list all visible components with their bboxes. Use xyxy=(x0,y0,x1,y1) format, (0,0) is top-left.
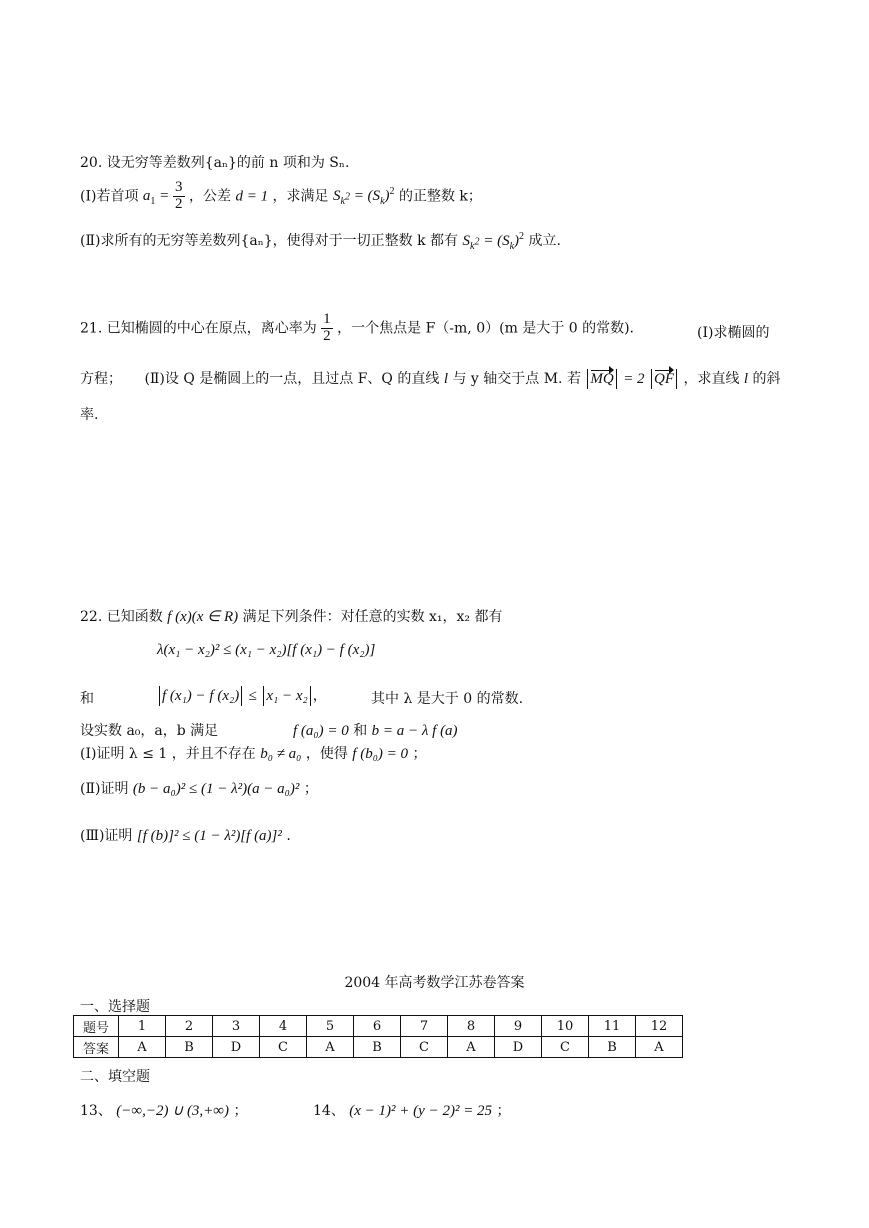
q20-p1-label: (Ⅰ)若首项 xyxy=(80,188,139,205)
table-cell: 10 xyxy=(542,1016,589,1037)
q22-lambda-note: 其中 λ 是大于 0 的常数. xyxy=(371,691,524,707)
table-cell: 8 xyxy=(448,1016,495,1037)
table-cell: 答案 xyxy=(74,1037,119,1058)
q22-part1: (Ⅰ)证明 λ ≤ 1 ，并且不存在 b₀ ≠ a₀ ，使得 f (b₀) = 0 ； xyxy=(80,746,427,762)
q20-stem: 20. 设无穷等差数列{aₙ}的前 n 项和为 Sₙ. xyxy=(80,155,350,171)
answers-title: 2004 年高考数学江苏卷答案 xyxy=(344,975,525,991)
table-cell: B xyxy=(166,1037,213,1058)
table-cell: 9 xyxy=(495,1016,542,1037)
q20-fraction: $\frac{3}{2}$ xyxy=(175,179,183,212)
table-cell: 7 xyxy=(401,1016,448,1037)
table-cell: 6 xyxy=(354,1016,401,1037)
table-cell: 5 xyxy=(307,1016,354,1037)
table-cell: B xyxy=(354,1037,401,1058)
table-cell: A xyxy=(307,1037,354,1058)
table-cell: 11 xyxy=(589,1016,636,1037)
q21-part2: 方程； (Ⅱ)设 Q 是椭圆上的一点，且过点 F、Q 的直线 l 与 y 轴交于点 M. 若 MQ = 2 QF ，求直线 l 的斜 xyxy=(80,371,781,387)
table-row-numbers xyxy=(74,1016,683,1037)
q22-and: 和 xyxy=(80,691,94,707)
table-cell: 题号 xyxy=(74,1016,119,1037)
table-cell: C xyxy=(542,1037,589,1058)
q20-equation: $S_{k^2} = (S_k)^2$ xyxy=(332,186,395,208)
q20-part2: (Ⅱ)求所有的无穷等差数列{aₙ}，使得对于一切正整数 k 都有 $S_{k^2} = (S_k)^2$ 成立. xyxy=(80,231,561,252)
q21-fraction: $\frac{1}{2}$ xyxy=(323,311,331,344)
q22-part3: (Ⅲ)证明 [f (b)]² ≤ (1 − λ²)[f (a)]² . xyxy=(80,828,291,844)
table-cell: C xyxy=(260,1037,307,1058)
answer-14: 14、 (x − 1)² + (y − 2)² = 25 ； xyxy=(313,1103,511,1119)
table-cell: 2 xyxy=(166,1016,213,1037)
table-cell: B xyxy=(589,1037,636,1058)
q22-inequality-1: λ(x₁ − x₂)² ≤ (x₁ − x₂)[f (x₁) − f (x₂)] xyxy=(157,642,376,658)
answer-13: 13、 (−∞,−2) ∪ (3,+∞) ； xyxy=(80,1103,248,1119)
table-cell: A xyxy=(636,1037,683,1058)
q22-stem: 22. 已知函数 f (x)(x ∈ R) 满足下列条件：对任意的实数 x₁，x₂ 都有 xyxy=(80,609,503,625)
table-cell: A xyxy=(448,1037,495,1058)
section-multiple-choice: 一、选择题 xyxy=(80,999,150,1015)
vector-mq: MQ xyxy=(590,371,614,387)
answer-table xyxy=(73,1015,683,1058)
table-row-answers xyxy=(74,1037,683,1058)
table-cell: A xyxy=(119,1037,166,1058)
table-cell: 1 xyxy=(119,1016,166,1037)
table-cell: 3 xyxy=(213,1016,260,1037)
table-cell: 4 xyxy=(260,1016,307,1037)
table-cell: D xyxy=(495,1037,542,1058)
table-cell: D xyxy=(213,1037,260,1058)
q22-part2: (Ⅱ)证明 (b − a₀)² ≤ (1 − λ²)(a − a₀)² ； xyxy=(80,781,318,797)
q22-setup: 设实数 a₀，a，b 满足 xyxy=(80,723,219,739)
q22-inequality-2: f (x₁) − f (x₂) ≤ x₁ − x₂ ， xyxy=(157,685,327,706)
q22-setup-equations: f (a₀) = 0 和 b = a − λ f (a) xyxy=(293,723,458,739)
table-cell: 12 xyxy=(636,1016,683,1037)
q20-part1: (Ⅰ)若首项 $a_1$ = $\frac{3}{2}$ ，公差 d = 1 ，求满足 $S_{k^2} = (S_k)^2$ 的正整数 k； xyxy=(80,179,482,212)
q21-line3: 率. xyxy=(80,407,99,423)
q21-stem: 21. 已知椭圆的中心在原点，离心率为 $\frac{1}{2}$ ，一个焦点是 F（-m, 0）(m 是大于 0 的常数). xyxy=(80,311,635,344)
section-fill-in: 二、填空题 xyxy=(80,1069,150,1085)
q21-part1: (Ⅰ)求椭圆的 xyxy=(697,325,770,341)
vector-qf: QF xyxy=(654,371,675,387)
table-cell: C xyxy=(401,1037,448,1058)
